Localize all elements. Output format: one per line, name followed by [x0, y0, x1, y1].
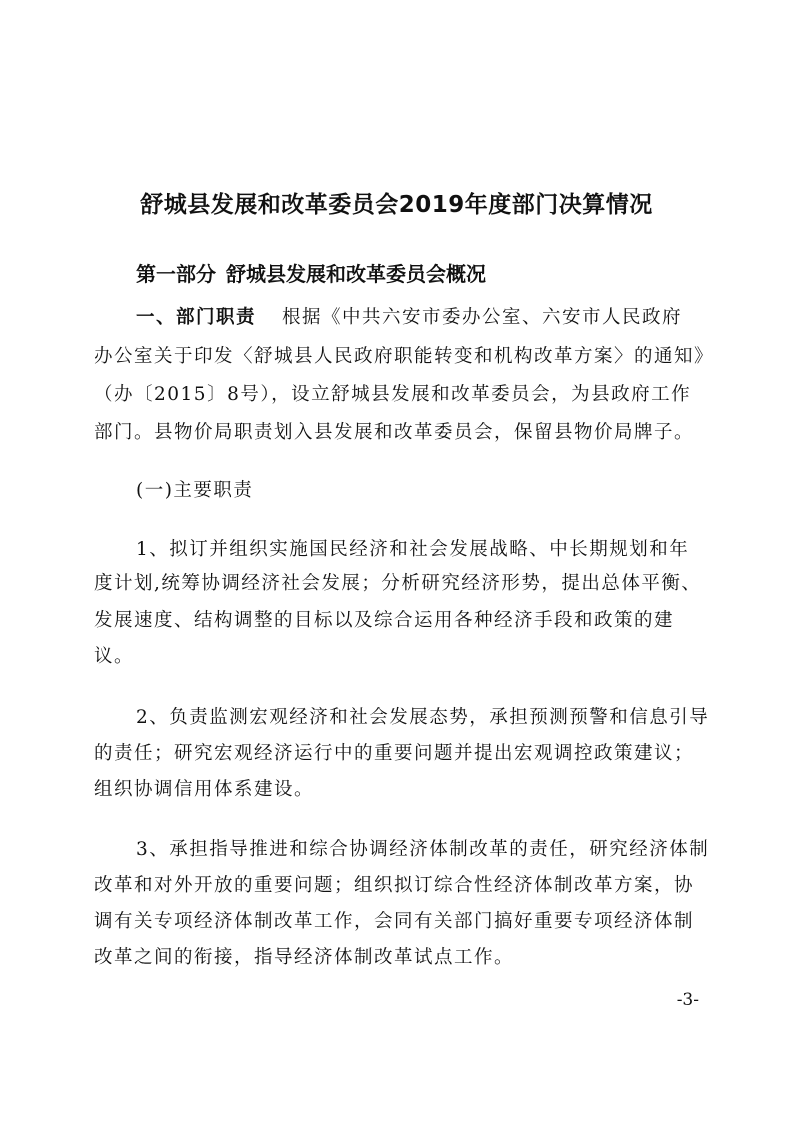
page-number: -3- [676, 990, 699, 1010]
section1-line-3: （办〔2015〕8号），设立舒城县发展和改革委员会，为县政府工作 [94, 384, 692, 405]
item2-line-3: 组织协调信用体系建设。 [94, 779, 315, 800]
item3-line-3: 调有关专项经济体制改革工作，会同有关部门搞好重要专项经济体制 [94, 911, 695, 932]
item3-line-4: 改革之间的衔接，指导经济体制改革试点工作。 [94, 947, 515, 968]
part-prefix: 第一部分 [136, 262, 216, 286]
item2-line-1: 2、负责监测宏观经济和社会发展态势，承担预测预警和信息引导 [136, 707, 710, 728]
item1-line-1: 1、拟订并组织实施国民经济和社会发展战略、中长期规划和年 [136, 539, 690, 560]
item1-line-4: 议。 [94, 646, 135, 667]
section1-line-1 [136, 303, 682, 329]
section1-line-4: 部门。县物价局职责划入县发展和改革委员会，保留县物价局牌子。 [94, 422, 695, 443]
section1-line-2: 办公室关于印发〈舒城县人民政府职能转变和机构改革方案〉的通知》 [94, 346, 715, 367]
item2-line-2: 的责任；研究宏观经济运行中的重要问题并提出宏观调控政策建议； [94, 743, 695, 764]
item1-line-2: 度计划,统筹协调经济社会发展；分析研究经济形势，提出总体平衡、 [94, 573, 702, 594]
item3-line-1: 3、承担指导推进和综合协调经济体制改革的责任，研究经济体制 [136, 839, 710, 860]
item1-line-3: 发展速度、结构调整的目标以及综合运用各种经济手段和政策的建 [94, 610, 675, 631]
part-title: 舒城县发展和改革委员会概况 [226, 262, 486, 286]
item3-line-2: 改革和对外开放的重要问题；组织拟订综合性经济体制改革方案，协 [94, 875, 695, 896]
subsection-heading: (一)主要职责 [136, 480, 254, 501]
document-title: 舒城县发展和改革委员会2019年度部门决算情况 [140, 192, 653, 218]
part-heading [136, 258, 486, 287]
section1-heading: 一、部门职责 [136, 307, 257, 328]
section1-text: 根据《中共六安市委办公室、六安市人民政府 [282, 307, 683, 328]
